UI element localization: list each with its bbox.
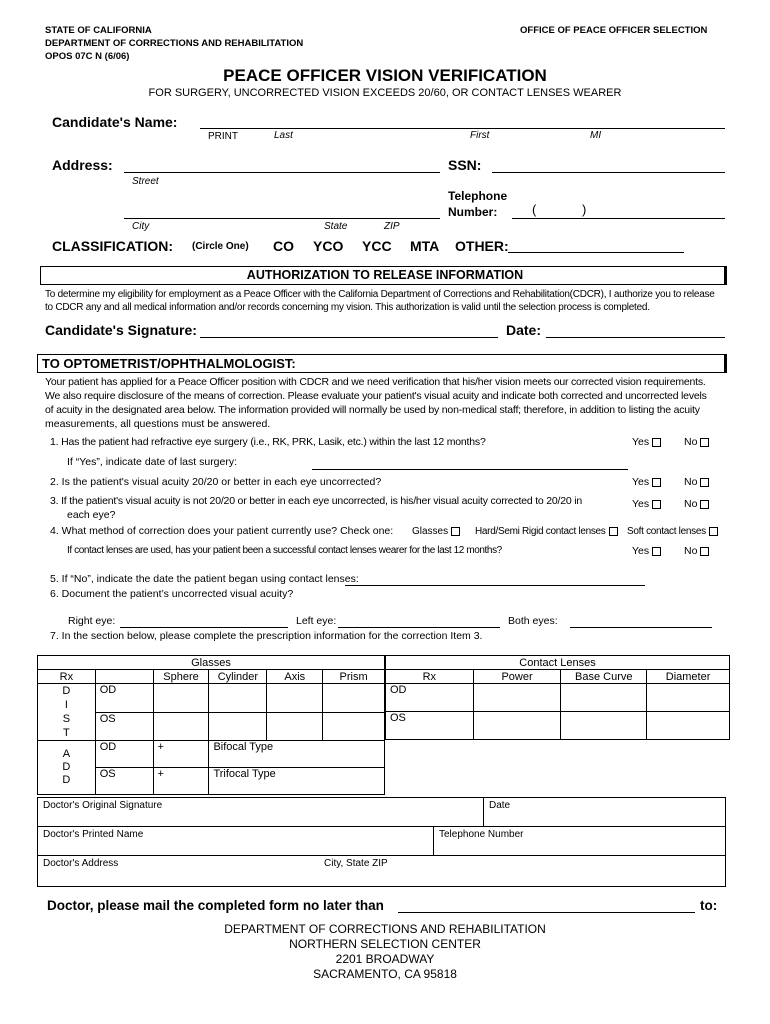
mail-deadline-field[interactable]: [398, 912, 695, 913]
candidate-name-field[interactable]: [200, 128, 725, 129]
add-letter: D: [62, 761, 71, 773]
add-label: [38, 741, 96, 795]
add-od-label: OD: [95, 741, 153, 768]
doctor-printed-name-field[interactable]: [37, 826, 434, 856]
question-4-sub: If contact lenses are used, has your patient been a successful contact lenses wearer for the last 12 months?: [67, 545, 502, 556]
add-letter: D: [62, 774, 71, 786]
soft-lenses-label: Soft contact lenses: [627, 526, 706, 537]
q1-no[interactable]: [684, 436, 709, 448]
ssn-field[interactable]: [492, 172, 725, 173]
checkbox-icon: [700, 500, 709, 509]
doctor-telephone-field[interactable]: [433, 826, 726, 856]
checkbox-icon: [652, 438, 661, 447]
contact-start-date-field[interactable]: [345, 585, 645, 586]
q2-no[interactable]: [684, 476, 709, 488]
question-2: 2. Is the patient's visual acuity 20/20 or better in each eye uncorrected?: [50, 476, 382, 488]
contacts-rx-header: Rx: [386, 670, 474, 684]
telephone-field[interactable]: [512, 218, 725, 219]
axis-header: Axis: [267, 670, 323, 684]
question-4: 4. What method of correction does your patient currently use? Check one:: [50, 525, 394, 537]
circle-one-label: (Circle One): [192, 241, 249, 252]
bifocal-type-field[interactable]: Bifocal Type: [209, 741, 385, 768]
mailing-line-2: NORTHERN SELECTION CENTER: [289, 937, 481, 951]
dist-os-prism[interactable]: [323, 712, 385, 741]
class-option-other[interactable]: OTHER:: [455, 238, 509, 254]
contacts-od-diameter[interactable]: [647, 684, 730, 712]
question-3: 3. If the patient's visual acuity is not 20/20 or better in each eye uncorrected, is his/her visual acuity corrected to 20/20 in: [50, 495, 583, 507]
doctor-printed-name-label: Doctor's Printed Name: [43, 829, 144, 840]
doctor-address-field[interactable]: [37, 855, 726, 887]
q1-yes[interactable]: [632, 436, 661, 448]
dist-label: [38, 684, 96, 741]
right-eye-label: Right eye:: [68, 615, 116, 627]
class-option-mta[interactable]: MTA: [410, 238, 440, 254]
dist-letter: T: [63, 727, 70, 739]
print-label: PRINT: [208, 131, 238, 142]
contacts-od-label: OD: [386, 684, 474, 712]
street-field[interactable]: [124, 172, 440, 173]
intro-line-4: measurements, all questions must be answered.: [45, 418, 271, 430]
contacts-header: Contact Lenses: [386, 656, 730, 670]
dist-os-axis[interactable]: [267, 712, 323, 741]
contacts-prescription-table: [385, 655, 730, 740]
telephone-label: Telephone: [448, 189, 508, 203]
area-code-open: (: [532, 202, 537, 217]
question-1: 1. Has the patient had refractive eye surgery (i.e., RK, PRK, Lasik, etc.) within the last 12 months?: [50, 436, 486, 448]
contacts-od-base-curve[interactable]: [561, 684, 647, 712]
dist-od-axis[interactable]: [267, 684, 323, 713]
candidate-name-label: Candidate's Name:: [52, 114, 178, 130]
mailing-line-1: DEPARTMENT OF CORRECTIONS AND REHABILITATION: [224, 922, 546, 936]
agency-line2: DEPARTMENT OF CORRECTIONS AND REHABILITATION: [45, 38, 304, 49]
dist-letter: D: [62, 685, 71, 697]
date-label: Date:: [506, 322, 542, 338]
rx-header: Rx: [38, 670, 96, 684]
glasses-prescription-table: [37, 655, 385, 795]
checkbox-icon: [652, 478, 661, 487]
q3-yes[interactable]: [632, 498, 661, 510]
add-od-plus[interactable]: +: [153, 741, 209, 768]
city-state-zip-field[interactable]: [124, 218, 440, 219]
hard-lenses-label: Hard/Semi Rigid contact lenses: [475, 526, 606, 537]
q4-hard-lenses[interactable]: [475, 526, 618, 537]
dist-os-label: OS: [95, 712, 153, 741]
candidate-date-field[interactable]: [546, 337, 725, 338]
q2-yes[interactable]: [632, 476, 661, 488]
intro-line-3: of acuity in the designated area below. The information provided will normally be used by non-medical staff; therefore, in addition to listing the acuity: [45, 404, 700, 416]
class-option-yco[interactable]: YCO: [313, 238, 344, 254]
add-letter: A: [62, 748, 71, 760]
checkbox-icon: [700, 438, 709, 447]
left-eye-label: Left eye:: [296, 615, 337, 627]
yes-label: Yes: [632, 545, 650, 557]
authorization-text-1: To determine my eligibility for employment as a Peace Officer with the California Department of Corrections and Rehabilitation(CDCR), I authorize you to release: [45, 289, 715, 300]
mailing-line-3: 2201 BROADWAY: [335, 952, 435, 966]
q4-yes[interactable]: [632, 545, 661, 557]
question-6: 6. Document the patient’s uncorrected visual acuity?: [50, 588, 294, 600]
dist-od-label: OD: [95, 684, 153, 713]
yes-label: Yes: [632, 498, 650, 510]
question-5: 5. If “No”, indicate the date the patient began using contact lenses:: [50, 573, 359, 585]
mailing-line-4: SACRAMENTO, CA 95818: [313, 967, 457, 981]
dist-letter: I: [64, 699, 68, 711]
last-label: Last: [274, 130, 293, 141]
checkbox-icon: [451, 527, 460, 536]
contacts-os-diameter[interactable]: [647, 712, 730, 740]
question-3-cont: each eye?: [67, 509, 116, 521]
question-1-sub: If “Yes”, indicate date of last surgery:: [67, 456, 238, 468]
intro-line-2: We also require disclosure of the means of correction. Please evaluate your patient's visual acuity and indicate both corrected and uncorrected levels: [45, 390, 707, 402]
dist-od-cylinder[interactable]: [209, 684, 267, 713]
contacts-od-power[interactable]: [473, 684, 561, 712]
glasses-label: Glasses: [412, 526, 449, 537]
candidate-signature-field[interactable]: [200, 337, 498, 338]
contacts-os-label: OS: [386, 712, 474, 740]
doctor-address-label: Doctor's Address: [43, 858, 119, 869]
question-7: 7. In the section below, please complete the prescription information for the correction Item 3.: [50, 630, 483, 642]
no-label: No: [684, 498, 698, 510]
doctor-date-label: Date: [489, 800, 511, 811]
blank-header: [95, 670, 153, 684]
yes-label: Yes: [632, 476, 650, 488]
diameter-header: Diameter: [647, 670, 730, 684]
ssn-label: SSN:: [448, 157, 482, 173]
address-label: Address:: [52, 157, 113, 173]
agency-line1: STATE OF CALIFORNIA: [45, 25, 152, 36]
form-subtitle: FOR SURGERY, UNCORRECTED VISION EXCEEDS 20/60, OR CONTACT LENSES WEARER: [148, 87, 622, 99]
classification-label: CLASSIFICATION:: [52, 238, 174, 254]
add-os-label: OS: [95, 768, 153, 795]
form-title: PEACE OFFICER VISION VERIFICATION: [223, 66, 547, 85]
doctor-signature-label: Doctor's Original Signature: [43, 800, 163, 811]
city-state-zip-label: City, State ZIP: [324, 858, 388, 869]
trifocal-type-field[interactable]: Trifocal Type: [209, 768, 385, 795]
office-name: OFFICE OF PEACE OFFICER SELECTION: [520, 25, 708, 36]
contacts-os-base-curve[interactable]: [561, 712, 647, 740]
candidate-signature-label: Candidate's Signature:: [45, 322, 197, 338]
sphere-header: Sphere: [153, 670, 209, 684]
authorization-heading: AUTHORIZATION TO RELEASE INFORMATION: [246, 268, 524, 282]
yes-label: Yes: [632, 436, 650, 448]
city-label: City: [132, 221, 150, 232]
both-eyes-field[interactable]: [570, 627, 712, 628]
checkbox-icon: [700, 478, 709, 487]
q3-no[interactable]: [684, 498, 709, 510]
left-eye-field[interactable]: [338, 627, 500, 628]
checkbox-icon: [709, 527, 718, 536]
contacts-os-power[interactable]: [473, 712, 561, 740]
surgery-date-field[interactable]: [312, 469, 628, 470]
checkbox-icon: [609, 527, 618, 536]
doctor-date-field[interactable]: [483, 797, 726, 827]
dist-os-cylinder[interactable]: [209, 712, 267, 741]
other-field[interactable]: [508, 252, 684, 253]
optometrist-heading: TO OPTOMETRIST/OPHTHALMOLOGIST:: [42, 356, 296, 371]
zip-label: ZIP: [384, 221, 400, 232]
add-os-plus[interactable]: +: [153, 768, 209, 795]
mail-to-label: to:: [700, 898, 718, 913]
intro-line-1: Your patient has applied for a Peace Officer position with CDCR and we need verification that his/her vision meets our corrected vision requirements.: [45, 376, 706, 388]
right-eye-field[interactable]: [120, 627, 288, 628]
glasses-header: Glasses: [38, 656, 385, 670]
number-label: Number:: [448, 205, 498, 219]
q4-soft-lenses[interactable]: [627, 526, 718, 537]
both-eyes-label: Both eyes:: [508, 615, 558, 627]
no-label: No: [684, 436, 698, 448]
class-option-co[interactable]: CO: [273, 238, 294, 254]
state-label: State: [324, 221, 348, 232]
doctor-signature-field[interactable]: [37, 797, 484, 827]
no-label: No: [684, 476, 698, 488]
first-label: First: [470, 130, 490, 141]
no-label: No: [684, 545, 698, 557]
cylinder-header: Cylinder: [209, 670, 267, 684]
checkbox-icon: [700, 547, 709, 556]
doctor-telephone-label: Telephone Number: [439, 829, 524, 840]
authorization-text-2: to CDCR any and all medical information and/or records concerning my vision. This authorization is valid until the selection process is completed.: [45, 302, 650, 313]
street-label: Street: [132, 176, 159, 187]
checkbox-icon: [652, 500, 661, 509]
mi-label: MI: [590, 130, 602, 141]
dist-os-sphere[interactable]: [153, 712, 209, 741]
q4-glasses[interactable]: [412, 526, 460, 537]
mail-instruction: Doctor, please mail the completed form no later than: [47, 898, 384, 913]
checkbox-icon: [652, 547, 661, 556]
power-header: Power: [473, 670, 561, 684]
dist-od-sphere[interactable]: [153, 684, 209, 713]
area-code-close: ): [582, 202, 587, 217]
q4-no[interactable]: [684, 545, 709, 557]
class-option-ycc[interactable]: YCC: [362, 238, 392, 254]
form-id: OPOS 07C N (6/06): [45, 51, 130, 62]
dist-letter: S: [62, 713, 71, 725]
dist-od-prism[interactable]: [323, 684, 385, 713]
prism-header: Prism: [323, 670, 385, 684]
base-curve-header: Base Curve: [561, 670, 647, 684]
